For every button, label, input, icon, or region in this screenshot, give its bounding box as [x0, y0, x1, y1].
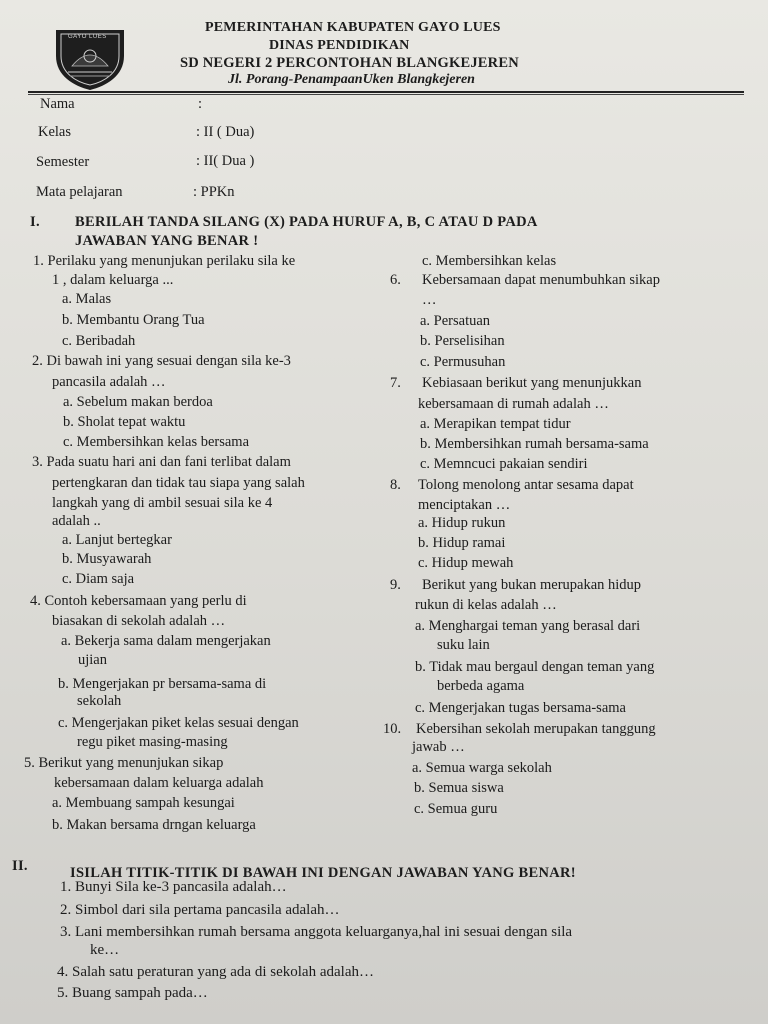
q10-option-a: a. Semua warga sekolah: [412, 760, 552, 776]
q3-stem-3: langkah yang di ambil sesuai sila ke 4: [52, 495, 273, 511]
q4-option-a: a. Bekerja sama dalam mengerjakan: [61, 633, 271, 649]
q3-stem: 3. Pada suatu hari ani dan fani terlibat dalam: [32, 454, 291, 470]
header-government: PEMERINTAHAN KABUPATEN GAYO LUES: [205, 20, 501, 35]
q8-stem-2: menciptakan …: [418, 497, 511, 513]
q2-option-a: a. Sebelum makan berdoa: [63, 394, 213, 410]
q4-option-c: c. Mengerjakan piket kelas sesuai dengan: [58, 715, 299, 731]
section2-item-4: 4. Salah satu peraturan yang ada di sekolah adalah…: [57, 964, 374, 980]
q10-number: 10.: [383, 721, 402, 737]
q9-stem: Berikut yang bukan merupakan hidup: [422, 577, 642, 593]
q7-option-b: b. Membersihkan rumah bersama-sama: [420, 436, 649, 452]
q9-number: 9.: [390, 577, 401, 593]
q5-option-a: a. Membuang sampah kesungai: [52, 795, 235, 811]
q8-option-a: a. Hidup rukun: [418, 515, 506, 531]
semester-value: : II( Dua ): [196, 153, 255, 169]
q4-option-c-cont: regu piket masing-masing: [77, 734, 228, 750]
section1-title-line1: BERILAH TANDA SILANG (X) PADA HURUF A, B, C ATAU D PADA: [75, 214, 538, 230]
q8-number: 8.: [390, 477, 401, 493]
q9-option-a-cont: suku lain: [437, 637, 490, 653]
q1-option-b: b. Membantu Orang Tua: [62, 312, 205, 328]
q2-option-c: c. Membersihkan kelas bersama: [63, 434, 250, 450]
section2-item-1: 1. Bunyi Sila ke-3 pancasila adalah…: [60, 879, 287, 895]
q4-option-b: b. Mengerjakan pr bersama-sama di: [58, 676, 267, 692]
name-value: :: [198, 96, 203, 112]
q8-stem: Tolong menolong antar sesama dapat: [418, 477, 634, 493]
q6-stem: Kebersamaan dapat menumbuhkan sikap: [422, 272, 660, 288]
q1-stem: 1. Perilaku yang menunjukan perilaku sila ke: [33, 253, 296, 269]
q7-stem-2: kebersamaan di rumah adalah …: [418, 396, 609, 412]
header-divider-thin: [28, 94, 744, 95]
q6-number: 6.: [390, 272, 401, 288]
q7-number: 7.: [390, 375, 401, 391]
q8-option-c: c. Hidup mewah: [418, 555, 514, 571]
class-value: : II ( Dua): [196, 124, 255, 140]
section1-number: I.: [30, 214, 40, 230]
section2-item-5: 5. Buang sampah pada…: [57, 985, 208, 1001]
q9-option-a: a. Menghargai teman yang berasal dari: [415, 618, 641, 634]
q1-option-c: c. Beribadah: [62, 333, 136, 349]
q4-stem-2: biasakan di sekolah adalah …: [52, 613, 226, 629]
q3-option-b: b. Musyawarah: [62, 551, 152, 567]
q2-stem: 2. Di bawah ini yang sesuai dengan sila ke-3: [32, 353, 291, 369]
header-divider: [28, 91, 744, 93]
section2-item-3-cont: ke…: [90, 942, 120, 958]
logo-text: GAYO LUES: [68, 34, 107, 40]
q4-option-b-cont: sekolah: [77, 693, 122, 709]
q3-stem-4: adalah ..: [52, 513, 101, 529]
section1-title-line2: JAWABAN YANG BENAR !: [75, 233, 259, 249]
q9-option-b: b. Tidak mau bergaul dengan teman yang: [415, 659, 655, 675]
q9-stem-2: rukun di kelas adalah …: [415, 597, 557, 613]
subject-value: : PPKn: [193, 184, 235, 200]
q2-stem-2: pancasila adalah …: [52, 374, 166, 390]
q7-option-a: a. Merapikan tempat tidur: [420, 416, 571, 432]
header-school: SD NEGERI 2 PERCONTOHAN BLANGKEJEREN: [180, 55, 519, 71]
q6-option-b: b. Perselisihan: [420, 333, 505, 349]
section2-item-2: 2. Simbol dari sila pertama pancasila adalah…: [60, 902, 340, 918]
q6-option-a: a. Persatuan: [420, 313, 491, 329]
semester-label: Semester: [36, 154, 90, 170]
name-label: Nama: [40, 96, 75, 112]
q1-option-a: a. Malas: [62, 291, 112, 307]
q6-stem-2: …: [422, 292, 437, 308]
q1-stem-2: 1 , dalam keluarga ...: [52, 272, 174, 288]
q3-option-a: a. Lanjut bertegkar: [62, 532, 172, 548]
subject-label: Mata pelajaran: [36, 184, 123, 200]
q9-option-b-cont: berbeda agama: [437, 678, 525, 694]
q5-option-c: c. Membersihkan kelas: [422, 253, 557, 269]
q6-option-c: c. Permusuhan: [420, 354, 506, 370]
section2-item-3: 3. Lani membersihkan rumah bersama anggota keluarganya,hal ini sesuai dengan sila: [60, 924, 573, 940]
header-department: DINAS PENDIDIKAN: [269, 38, 410, 53]
q5-stem-2: kebersamaan dalam keluarga adalah: [54, 775, 264, 791]
q9-option-c: c. Mengerjakan tugas bersama-sama: [415, 700, 626, 716]
q3-option-c: c. Diam saja: [62, 571, 135, 587]
q3-stem-2: pertengkaran dan tidak tau siapa yang salah: [52, 475, 305, 491]
class-label: Kelas: [38, 124, 72, 140]
header-address: Jl. Porang-PenampaanUken Blangkejeren: [228, 72, 475, 87]
q5-option-b: b. Makan bersama drngan keluarga: [52, 817, 256, 833]
section2-number: II.: [12, 858, 28, 874]
q10-stem: Kebersihan sekolah merupakan tanggung: [416, 721, 656, 737]
q10-stem-2: jawab …: [412, 739, 465, 755]
section2-title: ISILAH TITIK-TITIK DI BAWAH INI DENGAN JAWABAN YANG BENAR!: [70, 865, 576, 881]
q10-option-c: c. Semua guru: [414, 801, 498, 817]
q2-option-b: b. Sholat tepat waktu: [63, 414, 186, 430]
q7-stem: Kebiasaan berikut yang menunjukkan: [422, 375, 642, 391]
q10-option-b: b. Semua siswa: [414, 780, 504, 796]
q7-option-c: c. Memncuci pakaian sendiri: [420, 456, 588, 472]
q8-option-b: b. Hidup ramai: [418, 535, 506, 551]
q4-stem: 4. Contoh kebersamaan yang perlu di: [30, 593, 247, 609]
q5-stem: 5. Berikut yang menunjukan sikap: [24, 755, 224, 771]
q4-option-a-cont: ujian: [78, 652, 107, 668]
